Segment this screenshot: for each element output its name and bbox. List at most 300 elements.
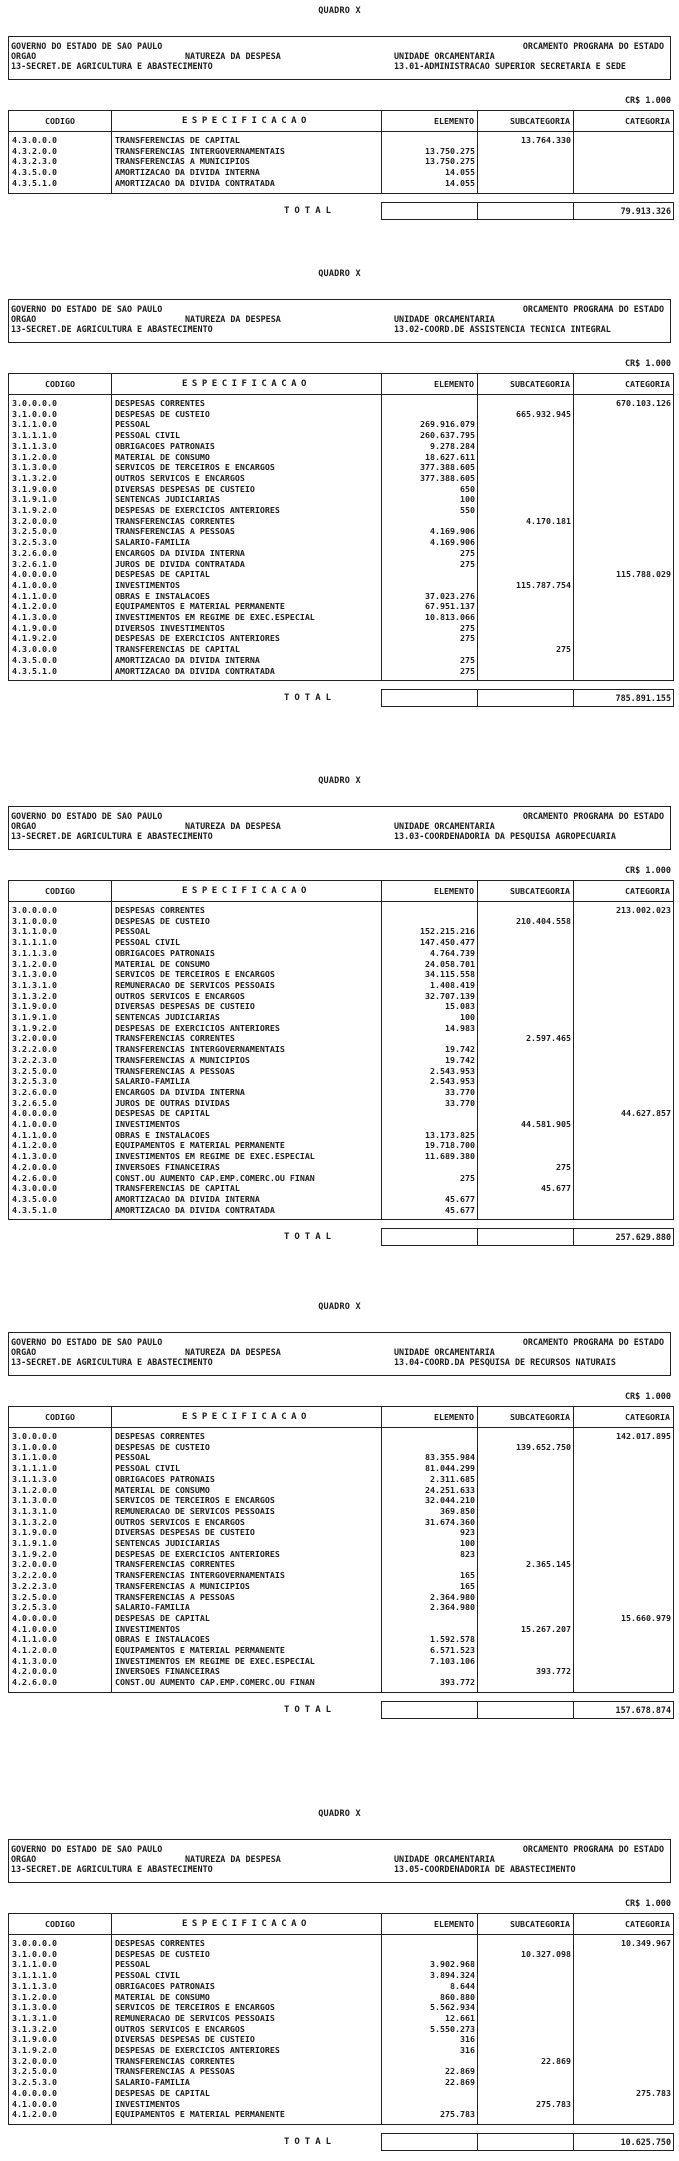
especificacao-cell: OBRAS E INSTALACOES (112, 1130, 382, 1141)
col-header-codigo: CODIGO (9, 881, 112, 902)
table-row (9, 1087, 674, 1098)
elemento-cell: 260.637.795 (382, 430, 478, 441)
subcategoria-cell (478, 1452, 574, 1463)
especificacao-cell: EQUIPAMENTOS E MATERIAL PERMANENTE (112, 1140, 382, 1151)
codigo-cell: 3.1.3.2.0 (9, 473, 112, 484)
codigo-cell: 3.1.1.3.0 (9, 1474, 112, 1485)
table-row (9, 462, 674, 473)
codigo-cell: 4.1.0.0.0 (9, 1624, 112, 1635)
col-header-especificacao: ESPECIFICACAO (112, 1407, 382, 1428)
especificacao-cell: TRANSFERENCIAS CORRENTES (112, 1033, 382, 1044)
codigo-cell: 3.1.9.0.0 (9, 1001, 112, 1012)
subcategoria-cell: 13.764.330 (478, 132, 574, 146)
unidade-value: 13.04-COORD.DA PESQUISA DE RECURSOS NATURAIS (394, 1357, 616, 1367)
codigo-cell: 4.2.6.0.0 (9, 1677, 112, 1692)
categoria-cell (574, 1066, 674, 1077)
categoria-cell (574, 1044, 674, 1055)
subcategoria-cell (478, 1981, 574, 1992)
subcategoria-cell (478, 452, 574, 463)
codigo-cell: 4.3.5.0.0 (9, 655, 112, 666)
categoria-cell (574, 146, 674, 157)
total-label: TOTAL (283, 1232, 337, 1243)
table-row (9, 969, 674, 980)
especificacao-cell: EQUIPAMENTOS E MATERIAL PERMANENTE (112, 1645, 382, 1656)
subcategoria-cell (478, 1570, 574, 1581)
codigo-cell: 4.1.1.0.0 (9, 1634, 112, 1645)
codigo-cell: 3.1.2.0.0 (9, 1485, 112, 1496)
unidade-label: UNIDADE ORCAMENTARIA (394, 821, 495, 831)
table-row (9, 1098, 674, 1109)
elemento-cell: 100 (382, 494, 478, 505)
quadro-title: QUADRO X (318, 1809, 361, 1819)
codigo-cell: 3.2.5.0.0 (9, 2066, 112, 2077)
codigo-cell: 4.0.0.0.0 (9, 1108, 112, 1119)
subcategoria-cell (478, 1108, 574, 1119)
elemento-cell: 83.355.984 (382, 1452, 478, 1463)
subcategoria-cell (478, 146, 574, 157)
elemento-cell (382, 395, 478, 409)
subcategoria-cell (478, 1044, 574, 1055)
subcategoria-cell (478, 2088, 574, 2099)
categoria-cell (574, 1474, 674, 1485)
codigo-cell: 3.1.0.0.0 (9, 1949, 112, 1960)
elemento-cell: 67.951.137 (382, 601, 478, 612)
subcategoria-cell (478, 1527, 574, 1538)
codigo-cell: 3.1.9.2.0 (9, 1023, 112, 1034)
codigo-cell: 3.1.9.0.0 (9, 1527, 112, 1538)
unidade-value: 13.03-COORDENADORIA DA PESQUISA AGROPECUARIA (394, 831, 616, 841)
natureza-label: NATUREZA DA DESPESA (185, 1854, 281, 1864)
elemento-cell: 100 (382, 1012, 478, 1023)
categoria-cell: 10.349.967 (574, 1935, 674, 1949)
table-row (9, 1119, 674, 1130)
especificacao-cell: PESSOAL (112, 1959, 382, 1970)
codigo-cell: 3.1.1.0.0 (9, 1959, 112, 1970)
elemento-cell (382, 1624, 478, 1635)
especificacao-cell: DESPESAS DE CAPITAL (112, 1613, 382, 1624)
table-row (9, 2034, 674, 2045)
codigo-cell: 3.2.5.3.0 (9, 1602, 112, 1613)
categoria-cell (574, 1119, 674, 1130)
categoria-cell (574, 1463, 674, 1474)
orgao-value: 13-SECRET.DE AGRICULTURA E ABASTECIMENTO (11, 1864, 213, 1874)
table-row (9, 1066, 674, 1077)
table-row (9, 926, 674, 937)
categoria-cell (574, 505, 674, 516)
subcategoria-cell (478, 655, 574, 666)
categoria-cell: 670.103.126 (574, 395, 674, 409)
codigo-cell: 3.1.3.1.0 (9, 2013, 112, 2024)
table-row (9, 1474, 674, 1485)
orgao-label: ORGAO (11, 51, 37, 61)
table-row (9, 1108, 674, 1119)
codigo-cell: 3.1.3.2.0 (9, 991, 112, 1002)
elemento-cell (382, 516, 478, 527)
unidade-value: 13.01-ADMINISTRACAO SUPERIOR SECRETARIA E SEDE (394, 61, 626, 71)
elemento-cell: 31.674.360 (382, 1517, 478, 1528)
categoria-cell: 15.660.979 (574, 1613, 674, 1624)
especificacao-cell: EQUIPAMENTOS E MATERIAL PERMANENTE (112, 2109, 382, 2124)
subcategoria-cell: 665.932.945 (478, 409, 574, 420)
codigo-cell: 4.1.0.0.0 (9, 1119, 112, 1130)
categoria-cell (574, 1452, 674, 1463)
categoria-cell (574, 1076, 674, 1087)
table-row (9, 2077, 674, 2088)
elemento-cell (382, 1613, 478, 1624)
categoria-cell (574, 1055, 674, 1066)
codigo-cell: 4.1.3.0.0 (9, 612, 112, 623)
especificacao-cell: JUROS DE DIVIDA CONTRATADA (112, 559, 382, 570)
natureza-label: NATUREZA DA DESPESA (185, 314, 281, 324)
especificacao-cell: SERVICOS DE TERCEIROS E ENCARGOS (112, 969, 382, 980)
elemento-cell (382, 409, 478, 420)
table-row (9, 902, 674, 916)
elemento-cell: 2.311.685 (382, 1474, 478, 1485)
unidade-label: UNIDADE ORCAMENTARIA (394, 1347, 495, 1357)
col-header-subcategoria: SUBCATEGORIA (478, 881, 574, 902)
table-row (9, 1495, 674, 1506)
especificacao-cell: SALARIO-FAMILIA (112, 2077, 382, 2088)
natureza-label: NATUREZA DA DESPESA (185, 821, 281, 831)
categoria-cell (574, 2013, 674, 2024)
elemento-cell: 100 (382, 1538, 478, 1549)
especificacao-cell: DESPESAS DE CUSTEIO (112, 916, 382, 927)
categoria-cell (574, 1656, 674, 1667)
total-label: TOTAL (283, 2136, 337, 2147)
subcategoria-cell (478, 1140, 574, 1151)
categoria-cell (574, 1205, 674, 1220)
codigo-cell: 3.0.0.0.0 (9, 902, 112, 916)
elemento-cell: 32.707.139 (382, 991, 478, 1002)
subcategoria-cell (478, 419, 574, 430)
table-row (9, 1570, 674, 1581)
subcategoria-cell (478, 1538, 574, 1549)
codigo-cell: 3.2.2.0.0 (9, 1570, 112, 1581)
especificacao-cell: TRANSFERENCIAS A PESSOAS (112, 1592, 382, 1603)
table-row (9, 156, 674, 167)
table-row (9, 1001, 674, 1012)
table-row (9, 2024, 674, 2035)
codigo-cell: 4.3.2.3.0 (9, 156, 112, 167)
especificacao-cell: AMORTIZACAO DA DIVIDA INTERNA (112, 1194, 382, 1205)
categoria-cell (574, 2109, 674, 2124)
elemento-cell: 377.388.605 (382, 462, 478, 473)
subcategoria-cell (478, 1592, 574, 1603)
categoria-cell (574, 601, 674, 612)
elemento-cell: 393.772 (382, 1677, 478, 1692)
table-row (9, 1076, 674, 1087)
codigo-cell: 4.0.0.0.0 (9, 1613, 112, 1624)
elemento-cell: 9.278.284 (382, 441, 478, 452)
col-header-subcategoria: SUBCATEGORIA (478, 111, 574, 132)
categoria-cell (574, 980, 674, 991)
elemento-cell: 18.627.611 (382, 452, 478, 463)
unidade-value: 13.02-COORD.DE ASSISTENCIA TECNICA INTEGRAL (394, 324, 611, 334)
especificacao-cell: PESSOAL (112, 1452, 382, 1463)
codigo-cell: 3.2.5.0.0 (9, 1592, 112, 1603)
categoria-cell (574, 2034, 674, 2045)
codigo-cell: 3.1.9.0.0 (9, 2034, 112, 2045)
total-box (381, 2133, 674, 2151)
table-row (9, 2088, 674, 2099)
codigo-cell: 3.2.6.1.0 (9, 559, 112, 570)
table-row (9, 633, 674, 644)
categoria-cell (574, 1517, 674, 1528)
especificacao-cell: TRANSFERENCIAS A PESSOAS (112, 526, 382, 537)
especificacao-cell: TRANSFERENCIAS A MUNICIPIOS (112, 1055, 382, 1066)
subcategoria-cell: 393.772 (478, 1666, 574, 1677)
codigo-cell: 3.1.3.2.0 (9, 1517, 112, 1528)
elemento-cell (382, 902, 478, 916)
natureza-label: NATUREZA DA DESPESA (185, 51, 281, 61)
codigo-cell: 3.1.1.3.0 (9, 948, 112, 959)
elemento-cell: 13.173.825 (382, 1130, 478, 1141)
subcategoria-cell: 115.787.754 (478, 580, 574, 591)
col-header-codigo: CODIGO (9, 374, 112, 395)
elemento-cell: 316 (382, 2045, 478, 2056)
codigo-cell: 3.0.0.0.0 (9, 395, 112, 409)
codigo-cell: 4.1.0.0.0 (9, 580, 112, 591)
categoria-cell (574, 526, 674, 537)
elemento-cell: 165 (382, 1581, 478, 1592)
table-row (9, 991, 674, 1002)
especificacao-cell: TRANSFERENCIAS CORRENTES (112, 2056, 382, 2067)
budget-table (8, 373, 674, 681)
codigo-cell: 3.1.3.2.0 (9, 2024, 112, 2035)
subcategoria-cell (478, 1098, 574, 1109)
table-row (9, 1935, 674, 1949)
codigo-cell: 4.1.3.0.0 (9, 1151, 112, 1162)
elemento-cell (382, 2099, 478, 2110)
elemento-cell: 22.869 (382, 2066, 478, 2077)
elemento-cell: 5.562.934 (382, 2002, 478, 2013)
categoria-cell (574, 1949, 674, 1960)
subcategoria-cell (478, 1959, 574, 1970)
especificacao-cell: OBRIGACOES PATRONAIS (112, 441, 382, 452)
especificacao-cell: ENCARGOS DA DIVIDA INTERNA (112, 548, 382, 559)
especificacao-cell: DESPESAS CORRENTES (112, 1935, 382, 1949)
codigo-cell: 3.0.0.0.0 (9, 1935, 112, 1949)
especificacao-cell: AMORTIZACAO DA DIVIDA INTERNA (112, 167, 382, 178)
subcategoria-cell (478, 1613, 574, 1624)
total-label: TOTAL (283, 693, 337, 704)
categoria-cell (574, 2002, 674, 2013)
currency-unit: CR$ 1.000 (624, 866, 671, 876)
codigo-cell: 3.2.5.3.0 (9, 537, 112, 548)
categoria-cell (574, 484, 674, 495)
especificacao-cell: SERVICOS DE TERCEIROS E ENCARGOS (112, 462, 382, 473)
table-row (9, 1549, 674, 1560)
codigo-cell: 3.1.1.0.0 (9, 1452, 112, 1463)
subcategoria-cell (478, 1055, 574, 1066)
table-row (9, 1442, 674, 1453)
table-header-row (9, 374, 674, 395)
categoria-cell (574, 1538, 674, 1549)
table-row (9, 948, 674, 959)
especificacao-cell: PESSOAL CIVIL (112, 1970, 382, 1981)
table-row (9, 1055, 674, 1066)
subcategoria-cell (478, 948, 574, 959)
budget-table (8, 1406, 674, 1693)
especificacao-cell: SERVICOS DE TERCEIROS E ENCARGOS (112, 1495, 382, 1506)
header-box (8, 1839, 671, 1883)
especificacao-cell: DIVERSOS INVESTIMENTOS (112, 623, 382, 634)
table-row (9, 1205, 674, 1220)
total-elemento (382, 1229, 478, 1246)
especificacao-cell: TRANSFERENCIAS INTERGOVERNAMENTAIS (112, 146, 382, 157)
orgao-value: 13-SECRET.DE AGRICULTURA E ABASTECIMENTO (11, 324, 213, 334)
categoria-cell (574, 1130, 674, 1141)
elemento-cell: 14.055 (382, 178, 478, 193)
codigo-cell: 3.1.0.0.0 (9, 916, 112, 927)
categoria-cell (574, 1592, 674, 1603)
codigo-cell: 3.2.0.0.0 (9, 516, 112, 527)
codigo-cell: 3.1.9.2.0 (9, 505, 112, 516)
col-header-elemento: ELEMENTO (382, 1914, 478, 1935)
elemento-cell: 275 (382, 655, 478, 666)
especificacao-cell: AMORTIZACAO DA DIVIDA INTERNA (112, 655, 382, 666)
subcategoria-cell (478, 559, 574, 570)
codigo-cell: 3.2.5.0.0 (9, 1066, 112, 1077)
codigo-cell: 4.3.5.1.0 (9, 178, 112, 193)
especificacao-cell: DESPESAS DE CUSTEIO (112, 409, 382, 420)
col-header-codigo: CODIGO (9, 1407, 112, 1428)
especificacao-cell: TRANSFERENCIAS CORRENTES (112, 1559, 382, 1570)
especificacao-cell: TRANSFERENCIAS DE CAPITAL (112, 1183, 382, 1194)
subcategoria-cell: 15.267.207 (478, 1624, 574, 1635)
categoria-cell (574, 1992, 674, 2003)
especificacao-cell: DESPESAS DE EXERCICIOS ANTERIORES (112, 505, 382, 516)
table-row (9, 2109, 674, 2124)
table-row (9, 937, 674, 948)
categoria-cell (574, 167, 674, 178)
categoria-cell (574, 1033, 674, 1044)
currency-unit: CR$ 1.000 (624, 1899, 671, 1909)
table-row (9, 1183, 674, 1194)
subcategoria-cell (478, 1023, 574, 1034)
codigo-cell: 3.1.9.1.0 (9, 1538, 112, 1549)
col-header-subcategoria: SUBCATEGORIA (478, 1914, 574, 1935)
elemento-cell: 1.592.578 (382, 1634, 478, 1645)
especificacao-cell: INVESTIMENTOS (112, 2099, 382, 2110)
categoria-cell (574, 1666, 674, 1677)
table-row (9, 1981, 674, 1992)
elemento-cell: 165 (382, 1570, 478, 1581)
elemento-cell: 19.742 (382, 1055, 478, 1066)
orgao-label: ORGAO (11, 314, 37, 324)
categoria-cell (574, 1581, 674, 1592)
government-name: GOVERNO DO ESTADO DE SAO PAULO (11, 304, 163, 314)
col-header-codigo: CODIGO (9, 1914, 112, 1935)
elemento-cell: 275 (382, 623, 478, 634)
subcategoria-cell (478, 1066, 574, 1077)
elemento-cell: 369.850 (382, 1506, 478, 1517)
table-row (9, 980, 674, 991)
elemento-cell: 2.364.980 (382, 1602, 478, 1613)
codigo-cell: 3.0.0.0.0 (9, 1428, 112, 1442)
col-header-codigo: CODIGO (9, 111, 112, 132)
subcategoria-cell: 2.597.465 (478, 1033, 574, 1044)
col-header-subcategoria: SUBCATEGORIA (478, 374, 574, 395)
subcategoria-cell: 4.170.181 (478, 516, 574, 527)
elemento-cell: 3.902.968 (382, 1959, 478, 1970)
subcategoria-cell (478, 484, 574, 495)
categoria-cell (574, 419, 674, 430)
subcategoria-cell (478, 156, 574, 167)
categoria-cell (574, 1183, 674, 1194)
categoria-cell (574, 612, 674, 623)
especificacao-cell: INVERSOES FINANCEIRAS (112, 1666, 382, 1677)
especificacao-cell: INVESTIMENTOS (112, 1119, 382, 1130)
elemento-cell: 13.750.275 (382, 146, 478, 157)
elemento-cell: 275 (382, 1173, 478, 1184)
especificacao-cell: AMORTIZACAO DA DIVIDA CONTRATADA (112, 178, 382, 193)
categoria-cell (574, 132, 674, 146)
categoria-cell (574, 430, 674, 441)
codigo-cell: 4.1.2.0.0 (9, 2109, 112, 2124)
codigo-cell: 3.1.1.0.0 (9, 926, 112, 937)
codigo-cell: 3.1.9.1.0 (9, 494, 112, 505)
elemento-cell: 650 (382, 484, 478, 495)
table-row (9, 1645, 674, 1656)
codigo-cell: 3.1.9.0.0 (9, 484, 112, 495)
especificacao-cell: MATERIAL DE CONSUMO (112, 959, 382, 970)
categoria-cell (574, 1012, 674, 1023)
especificacao-cell: DIVERSAS DESPESAS DE CUSTEIO (112, 2034, 382, 2045)
especificacao-cell: DESPESAS DE EXERCICIOS ANTERIORES (112, 1023, 382, 1034)
table-row (9, 1634, 674, 1645)
total-categoria: 785.891.155 (574, 690, 674, 707)
especificacao-cell: DIVERSAS DESPESAS DE CUSTEIO (112, 1527, 382, 1538)
total-label: TOTAL (283, 1704, 337, 1715)
subcategoria-cell (478, 430, 574, 441)
total-subcategoria (478, 2133, 574, 2150)
subcategoria-cell: 2.365.145 (478, 1559, 574, 1570)
categoria-cell (574, 926, 674, 937)
elemento-cell (382, 1428, 478, 1442)
codigo-cell: 3.2.2.0.0 (9, 1044, 112, 1055)
codigo-cell: 3.1.0.0.0 (9, 409, 112, 420)
categoria-cell (574, 1677, 674, 1692)
especificacao-cell: SALARIO-FAMILIA (112, 1076, 382, 1087)
codigo-cell: 3.1.0.0.0 (9, 1442, 112, 1453)
subcategoria-cell (478, 902, 574, 916)
categoria-cell (574, 591, 674, 602)
especificacao-cell: SENTENCAS JUDICIARIAS (112, 1012, 382, 1023)
especificacao-cell: PESSOAL (112, 926, 382, 937)
subcategoria-cell: 275 (478, 644, 574, 655)
especificacao-cell: SENTENCAS JUDICIARIAS (112, 494, 382, 505)
subcategoria-cell (478, 537, 574, 548)
subcategoria-cell (478, 1076, 574, 1087)
elemento-cell: 1.408.419 (382, 980, 478, 991)
especificacao-cell: OBRAS E INSTALACOES (112, 1634, 382, 1645)
codigo-cell: 4.2.0.0.0 (9, 1666, 112, 1677)
codigo-cell: 3.2.5.3.0 (9, 1076, 112, 1087)
subcategoria-cell (478, 612, 574, 623)
table-row (9, 916, 674, 927)
codigo-cell: 4.3.5.1.0 (9, 666, 112, 681)
elemento-cell (382, 1935, 478, 1949)
elemento-cell: 377.388.605 (382, 473, 478, 484)
table-row (9, 1033, 674, 1044)
codigo-cell: 4.1.0.0.0 (9, 2099, 112, 2110)
table-row (9, 666, 674, 681)
table-row (9, 580, 674, 591)
codigo-cell: 4.3.0.0.0 (9, 1183, 112, 1194)
col-header-elemento: ELEMENTO (382, 374, 478, 395)
especificacao-cell: TRANSFERENCIAS CORRENTES (112, 516, 382, 527)
